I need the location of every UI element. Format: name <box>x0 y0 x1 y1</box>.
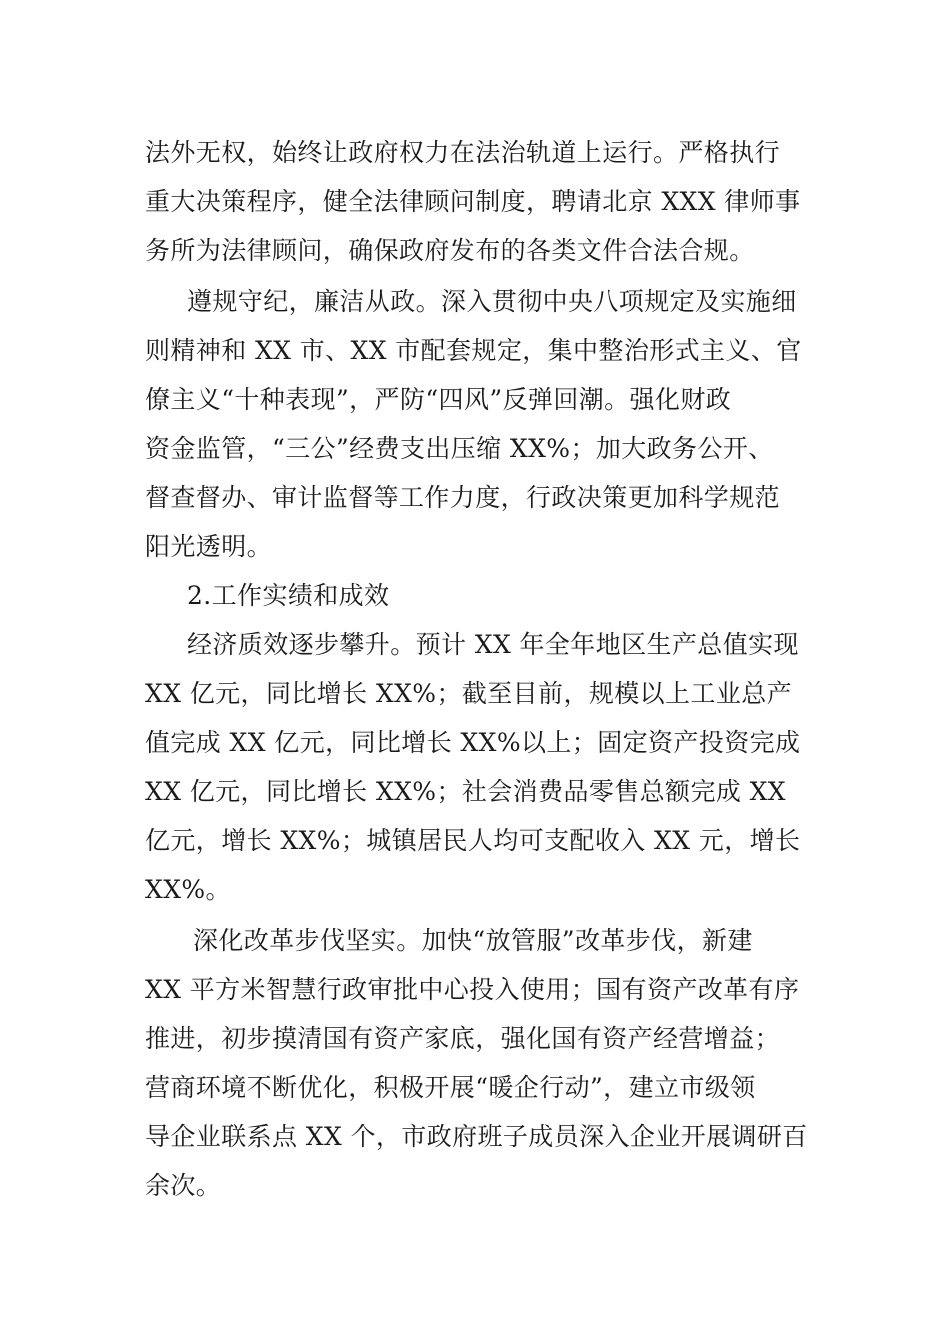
paragraph-discipline <box>145 277 810 571</box>
paragraph-economy <box>145 620 810 914</box>
text-line: XX 亿元，同比增长 XX%；截至目前，规模以上工业总产 <box>145 679 793 708</box>
text-line: 深化改革步伐坚实。加快“放管服”改革步伐，新建 <box>193 926 753 955</box>
document-body <box>145 128 810 1210</box>
text-line: 则精神和 XX 市、XX 市配套规定，集中整治形式主义、官 <box>145 336 802 365</box>
text-line: 推进，初步摸清国有资产家底，强化国有资产经营增益； <box>145 1024 781 1053</box>
text-line: 余次。 <box>145 1171 222 1200</box>
text-line: 营商环境不断优化，积极开展“暖企行动”，建立市级领 <box>145 1073 756 1102</box>
text-line: XX 平方米智慧行政审批中心投入使用；国有资产改革有序 <box>145 975 800 1004</box>
heading-text: 2.工作实绩和成效 <box>187 581 390 610</box>
text-line: 经济质效逐步攀升。预计 XX 年全年地区生产总值实现 <box>187 630 799 659</box>
section-heading <box>145 571 810 620</box>
text-line: XX%。 <box>145 875 231 904</box>
text-line: 导企业联系点 XX 个，市政府班子成员深入企业开展调研百 <box>145 1122 808 1151</box>
paragraph-rule-of-law <box>145 128 810 275</box>
text-line: 阳光透明。 <box>145 532 273 561</box>
text-line: 遵规守纪，廉洁从政。深入贯彻中央八项规定及实施细 <box>187 287 797 316</box>
text-line: 资金监管，“三公”经费支出压缩 XX%；加大政务公开、 <box>145 434 774 463</box>
text-line: 督查督办、审计监督等工作力度，行政决策更加科学规范 <box>145 483 781 512</box>
text-line: 重大决策程序，健全法律顾问制度，聘请北京 XXX 律师事 <box>145 187 801 216</box>
text-line: 僚主义“十种表现”，严防“四风”反弹回潮。强化财政 <box>145 385 732 414</box>
text-line: 亿元，增长 XX%；城镇居民人均可支配收入 XX 元，增长 <box>145 826 801 855</box>
text-line: XX 亿元，同比增长 XX%；社会消费品零售总额完成 XX <box>145 777 786 806</box>
paragraph-reform <box>145 916 810 1210</box>
text-line: 务所为法律顾问，确保政府发布的各类文件合法合规。 <box>145 236 755 265</box>
text-line: 值完成 XX 亿元，同比增长 XX%以上；固定资产投资完成 <box>145 728 801 757</box>
text-line: 法外无权，始终让政府权力在法治轨道上运行。严格执行 <box>145 138 781 167</box>
